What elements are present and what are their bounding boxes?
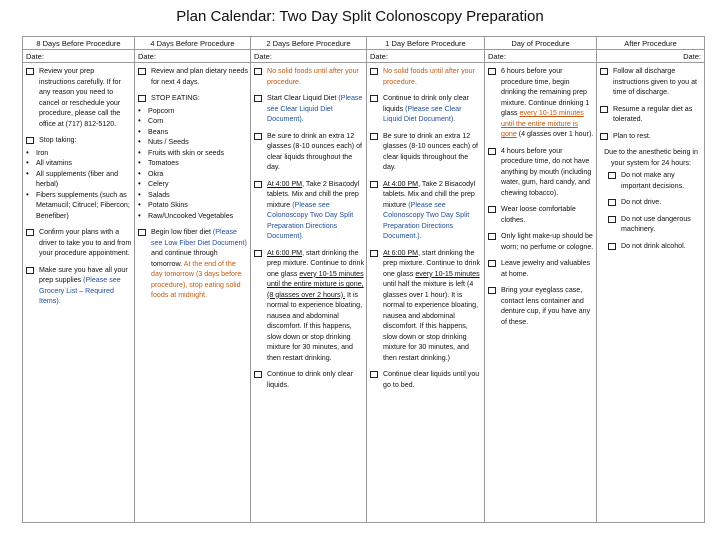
item-text: Leave jewelry and valuables at home. <box>501 259 591 278</box>
checklist-item <box>370 179 482 242</box>
date-row <box>23 50 705 63</box>
checklist-item <box>138 93 248 104</box>
checkbox-icon[interactable] <box>600 68 608 75</box>
column-header: After Procedure <box>597 37 705 50</box>
checkbox-icon[interactable] <box>254 181 262 188</box>
list-item: • Tomatoes <box>138 158 248 169</box>
checkbox-icon[interactable] <box>254 250 262 257</box>
column-header: Day of Procedure <box>485 37 597 50</box>
checklist-item <box>488 66 594 140</box>
checkbox-icon[interactable] <box>138 229 146 236</box>
item-text: Review and plan dietary needs for next 4 days. <box>151 67 249 86</box>
checkbox-icon[interactable] <box>600 106 608 113</box>
checklist-item <box>600 241 702 252</box>
checklist-item <box>26 265 132 307</box>
column-4-days <box>135 63 251 523</box>
item-text: Wear loose comfortable clothes. <box>501 205 576 224</box>
stop-eating-list <box>138 106 248 222</box>
list-item: • Nuts / Seeds <box>138 137 248 148</box>
checkbox-icon[interactable] <box>488 148 496 155</box>
date-cell: Date: <box>251 50 367 63</box>
item-text: Do not drink alcohol. <box>621 241 686 250</box>
item-text: Confirm your plans with a driver to take you to and from your procedure appointment. <box>39 228 132 257</box>
item-text: Continue to drink only clear liquids. <box>267 370 353 389</box>
item-text: Start Clear Liquid Diet (Please see Clear Liquid Diet Document). <box>267 94 363 123</box>
header-row <box>23 37 705 50</box>
checklist-item <box>370 93 482 125</box>
checkbox-icon[interactable] <box>138 95 146 102</box>
item-text: Do not drive. <box>621 198 662 206</box>
column-2-days <box>251 63 367 523</box>
item-text: At 6:00 PM, start drinking the prep mixture. Continue to drink one glass every 10-15 minutes until the entire mixture is gone, (8 glasses over 2 hours). It is normal to experience bloating, nausea and abdominal discomfort. If this happens, slow down or stop drinking mixture for 30 minutes, and then restart drinking. <box>267 248 364 362</box>
checklist-item <box>254 369 364 390</box>
checkbox-icon[interactable] <box>488 68 496 75</box>
checklist-item <box>600 197 702 208</box>
column-8-days <box>23 63 135 523</box>
grocery-list-reference: (Please see Grocery List – Required Items). <box>39 276 121 305</box>
item-text: STOP EATING: <box>151 94 200 102</box>
checkbox-icon[interactable] <box>26 267 34 274</box>
content-row <box>23 63 705 523</box>
column-day-of <box>485 63 597 523</box>
checklist-item <box>26 135 132 146</box>
item-text: Begin low fiber diet (Please see Low Fiber Diet Document) and continue through tomorrow. At the end of the day tomorrow (3 days before procedure), stop eating solid foods at midnight. <box>151 228 247 299</box>
checkbox-icon[interactable] <box>608 216 616 223</box>
item-text: At 4:00 PM, Take 2 Bisacodyl tablets. Mix and chill the prep mixture (Please see Colonoscopy Two Day Split Preparation Directions Document.). <box>383 179 476 240</box>
checklist-item <box>370 66 482 87</box>
column-1-day <box>367 63 485 523</box>
checklist-item <box>370 369 482 390</box>
checklist-item <box>488 258 594 279</box>
item-text: At 4:00 PM, Take 2 Bisacodyl tablets. Mix and chill the prep mixture (Please see Colonoscopy Two Day Split Preparation Directions Document). <box>267 179 360 240</box>
date-cell: Date: <box>23 50 135 63</box>
item-text: Review your prep instructions carefully. If for any reason you need to cancel or reschedule your procedure, please call the office at (717) 812-5120. <box>39 67 121 128</box>
item-text: Stop taking: <box>39 136 77 144</box>
date-cell: Date: <box>597 50 705 63</box>
stop-taking-list <box>26 148 132 222</box>
checklist-item <box>600 214 702 235</box>
column-header: 8 Days Before Procedure <box>23 37 135 50</box>
checkbox-icon[interactable] <box>370 133 378 140</box>
item-text: 4 hours before your procedure time, do not have anything by mouth (including water, gum, hard candy, and chewing tobacco). <box>501 146 592 197</box>
checkbox-icon[interactable] <box>488 233 496 240</box>
list-item: • Celery <box>138 179 248 190</box>
checkbox-icon[interactable] <box>26 229 34 236</box>
item-text: Do not make any important decisions. <box>621 171 685 190</box>
list-item: • Beans <box>138 127 248 138</box>
item-text: Only light make-up should be worn; no perfume or cologne. <box>501 232 594 251</box>
checkbox-icon[interactable] <box>26 68 34 75</box>
checklist-item <box>138 227 248 301</box>
item-text: Plan to rest. <box>613 131 651 140</box>
checklist-item <box>254 66 364 87</box>
checklist-item <box>254 179 364 242</box>
item-text: No solid foods until after your procedure. <box>267 67 359 86</box>
list-item: • All vitamins <box>26 158 132 169</box>
list-item: • Iron <box>26 148 132 159</box>
page-title: Plan Calendar: Two Day Split Colonoscopy Preparation <box>176 8 544 25</box>
checkbox-icon[interactable] <box>488 260 496 267</box>
checklist-item <box>254 131 364 173</box>
item-text: Follow all discharge instructions given to you at time of discharge. <box>613 67 697 96</box>
list-item: • Fruits with skin or seeds <box>138 148 248 159</box>
anesthetic-note <box>600 147 702 168</box>
checklist-item <box>26 66 132 129</box>
item-text: Bring your eyeglass case, contact lens container and denture cup, if you have any of these. <box>501 286 591 326</box>
checklist-item <box>600 131 702 142</box>
checklist-item <box>600 170 702 191</box>
column-header: 2 Days Before Procedure <box>251 37 367 50</box>
column-after <box>597 63 705 523</box>
checklist-item <box>488 231 594 252</box>
checklist-item <box>254 248 364 364</box>
checkbox-icon[interactable] <box>608 243 616 250</box>
checkbox-icon[interactable] <box>370 250 378 257</box>
date-cell: Date: <box>367 50 485 63</box>
checkbox-icon[interactable] <box>370 95 378 102</box>
item-text: No solid foods until after your procedure. <box>383 67 475 86</box>
column-header: 4 Days Before Procedure <box>135 37 251 50</box>
checkbox-icon[interactable] <box>600 133 608 140</box>
checklist-item <box>488 146 594 199</box>
checkbox-icon[interactable] <box>370 68 378 75</box>
checkbox-icon[interactable] <box>254 68 262 75</box>
checkbox-icon[interactable] <box>608 172 616 179</box>
checklist-item <box>26 227 132 259</box>
list-item: • Corn <box>138 116 248 127</box>
checkbox-icon[interactable] <box>370 181 378 188</box>
date-cell: Date: <box>485 50 597 63</box>
checkbox-icon[interactable] <box>488 206 496 213</box>
checkbox-icon[interactable] <box>370 371 378 378</box>
list-item: • Potato Skins <box>138 200 248 211</box>
item-text: 6 hours before your procedure time, begin drinking the remaining prep mixture. Continue drinking 1 glass every 10-15 minutes until the entire mixture is gone (4 glasses over 1 hour). <box>501 67 594 138</box>
checkbox-icon[interactable] <box>488 287 496 294</box>
checklist-item <box>370 131 482 173</box>
item-text: Continue to drink only clear liquids (Please see Clear Liquid Diet Document). <box>383 94 469 123</box>
item-text: At 6:00 PM, start drinking the prep mixture. Continue to drink one glass every 10-15 minutes until half the mixture is left (4 glasses over 1 hour). It is normal to experience bloating, nausea and abdominal discomfort. If this happens, slow down or stop drinking mixture for 30 minutes, and then restart drinking.) <box>383 248 480 362</box>
item-text: Continue clear liquids until you go to bed. <box>383 370 480 389</box>
date-cell: Date: <box>135 50 251 63</box>
checklist-item <box>488 204 594 225</box>
checklist-item <box>370 248 482 364</box>
item-text: Due to the anesthetic being in your system for 24 hours: <box>604 148 698 167</box>
column-header: 1 Day Before Procedure <box>367 37 485 50</box>
list-item: • Raw/Uncooked Vegetables <box>138 211 248 222</box>
item-text: Be sure to drink an extra 12 glasses (8-10 ounces each) of clear liquids throughout the day. <box>267 131 363 171</box>
checkbox-icon[interactable] <box>26 137 34 144</box>
checklist-item <box>254 93 364 125</box>
list-item: • All supplements (fiber and herbal) <box>26 169 132 190</box>
checklist-item <box>488 285 594 327</box>
list-item: • Okra <box>138 169 248 180</box>
checkbox-icon[interactable] <box>254 133 262 140</box>
item-text: Be sure to drink an extra 12 glasses (8-10 ounces each) of clear liquids throughout the day. <box>383 131 479 171</box>
list-item: • Salads <box>138 190 248 201</box>
plan-calendar-table <box>22 36 705 523</box>
item-text: Resume a regular diet as tolerated. <box>613 104 693 123</box>
list-item: • Fibers supplements (such as Metamucil; Citrucel; Fibercon; Benefiber) <box>26 190 132 222</box>
checklist-item <box>600 66 702 98</box>
checkbox-icon[interactable] <box>138 68 146 75</box>
item-text: Make sure you have all your prep supplies (Please see Grocery List – Required Items). <box>39 265 128 305</box>
checklist-item <box>600 104 702 125</box>
checkbox-icon[interactable] <box>608 199 616 206</box>
checkbox-icon[interactable] <box>254 95 262 102</box>
checkbox-icon[interactable] <box>254 371 262 378</box>
checklist-item <box>138 66 248 87</box>
item-text: Do not use dangerous machinery. <box>621 214 691 233</box>
list-item: • Popcorn <box>138 106 248 117</box>
